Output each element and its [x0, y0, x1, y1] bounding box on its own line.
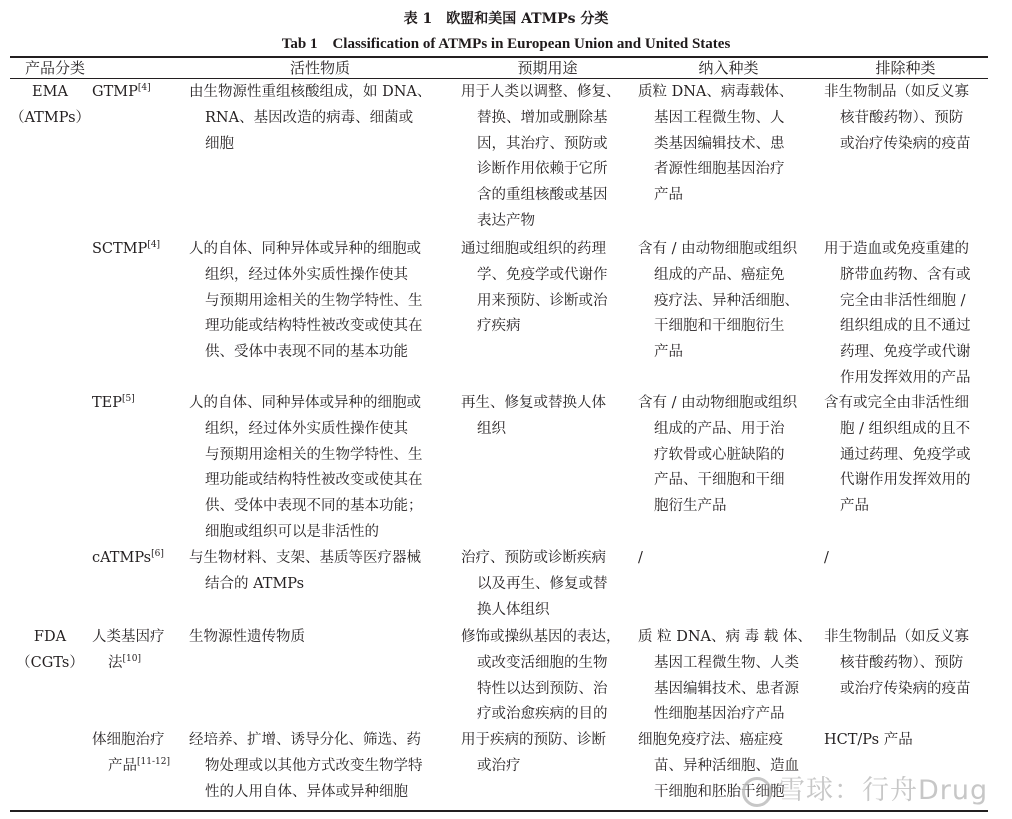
cell-active: 人的自体、同种异体或异种的细胞或 组织，经过体外实质性操作使其 与预期用途相关的生物学特性、生 理功能或结构特性被改变或使其在 供、受体中表现不同的基本功能 [189, 241, 423, 361]
cell-included: / [638, 550, 643, 566]
cell-excluded: 含有或完全由非活性细 胞 / 组织组成的且不 通过药理、免疫学或 代谢作用发挥效用的 产品 [824, 395, 971, 515]
table-caption-cn: 表 1 欧盟和美国 ATMPs 分类 [403, 11, 609, 27]
cell-included: 含有 / 由动物细胞或组织 组成的产品、用于治 疗软骨或心脏缺陷的 产品、干细胞和干细 胞衍生产品 [638, 395, 798, 515]
cell-intended: 通过细胞或组织的药理 学、免疫学或代谢作 用来预防、诊断或治 疗疾病 [461, 241, 608, 335]
cell-intended: 修饰或操纵基因的表达， 或改变活细胞的生物 特性以达到预防、治 疗或治愈疾病的目的 [461, 629, 621, 723]
region-fda: FDA （CGTs） [16, 629, 84, 671]
cell-included: 质 粒 DNA、病 毒 载 体、 基因工程微生物、人类 基因编辑技术、患者源 性细胞基因治疗产品 [638, 629, 812, 723]
cell-intended: 再生、修复或替换人体 组织 [461, 395, 606, 437]
table-caption-en: Tab 1 Classification of ATMPs in European Union and United States [281, 36, 731, 52]
cell-intended: 用于人类以调整、修复、 替换、增加或删除基 因，其治疗、预防或 诊断作用依赖于它所 含的重组核酸或基因 表达产物 [461, 84, 621, 229]
cell-excluded: 非生物制品（如反义寡 核苷酸药物）、预防 或治疗传染病的疫苗 [824, 629, 971, 697]
cell-active: 生物源性遗传物质 [189, 629, 305, 645]
cell-excluded: 用于造血或免疫重建的 脐带血药物、含有或 完全由非活性细胞 / 组织组成的且不通过 药理、免疫学或代谢 作用发挥效用的产品 [824, 241, 971, 386]
region-ema: EMA （ATMPs） [10, 84, 91, 126]
header-product-category: 产品分类 [24, 59, 85, 77]
product-type-name: 体细胞治疗 产品[11-12] [92, 732, 170, 774]
cell-active: 人的自体、同种异体或异种的细胞或 组织，经过体外实质性操作使其 与预期用途相关的生物学特性、生 理功能或结构特性被改变或使其在 供、受体中表现不同的基本功能； 细胞或组织可以是非活性的 [189, 395, 423, 540]
cell-excluded: / [824, 550, 829, 566]
cell-excluded: HCT/Ps 产品 [824, 732, 913, 748]
cell-excluded: 非生物制品（如反义寡 核苷酸药物）、预防 或治疗传染病的疫苗 [824, 84, 971, 152]
cell-included: 含有 / 由动物细胞或组织 组成的产品、癌症免 疫疗法、异种活细胞、 干细胞和干细胞衍生 产品 [638, 241, 799, 361]
cell-active: 与生物材料、支架、基质等医疗器械 结合的 ATMPs [189, 550, 421, 592]
cell-active: 经培养、扩增、诱导分化、筛选、药 物处理或以其他方式改变生物学特 性的人用自体、异体或异种细胞 [189, 732, 423, 800]
cell-intended: 用于疾病的预防、诊断 或治疗 [461, 732, 606, 774]
product-type-name: TEP[5] [92, 394, 135, 411]
product-type-name: GTMP[4] [92, 83, 151, 100]
bottom-rule [10, 810, 988, 812]
reference-marker: [5] [122, 394, 135, 405]
watermark: 雪球：行舟Drug [742, 768, 988, 807]
cell-active: 由生物源性重组核酸组成，如 DNA、 RNA、基因改造的病毒、细菌或 细胞 [189, 84, 432, 152]
product-type-name: 人类基因疗 法[10] [92, 629, 165, 671]
reference-marker: [10] [122, 653, 141, 664]
header-excluded: 排除种类 [875, 59, 936, 77]
product-type-name: cATMPs[6] [92, 549, 164, 566]
snowball-logo-icon [742, 777, 772, 807]
reference-marker: [4] [137, 83, 151, 94]
header-active-substance: 活性物质 [289, 59, 350, 77]
product-type-name: SCTMP[4] [92, 240, 161, 257]
header-included: 纳入种类 [698, 59, 759, 77]
cell-included: 质粒 DNA、病毒载体、 基因工程微生物、人 类基因编辑技术、患 者源性细胞基因治疗 产品 [638, 84, 794, 204]
reference-marker: [4] [147, 240, 161, 251]
reference-marker: [11-12] [137, 756, 170, 767]
header-rule [10, 78, 988, 79]
cell-included: 细胞免疫疗法、癌症疫 苗、异种活细胞、造血 干细胞和胚胎干细胞 [638, 732, 799, 800]
reference-marker: [6] [151, 549, 164, 560]
header-intended-use: 预期用途 [517, 59, 578, 77]
cell-intended: 治疗、预防或诊断疾病 以及再生、修复或替 换人体组织 [461, 550, 608, 618]
